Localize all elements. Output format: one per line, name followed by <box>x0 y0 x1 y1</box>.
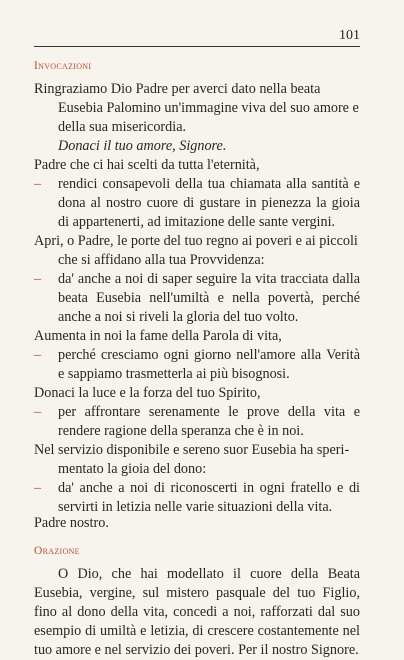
invocation-intro: Nel servizio disponibile e sereno suor Eusebia ha speri- <box>34 442 350 458</box>
invocation-response-refrain: Donaci il tuo amore, Signore. <box>58 138 227 154</box>
invocation-intro: Ringraziamo Dio Padre per averci dato nella beata <box>34 81 321 97</box>
closing-line: Padre nostro. <box>34 515 109 531</box>
invocation-5 <box>34 384 360 441</box>
invocazioni-heading: Invocazioni <box>34 60 92 72</box>
response-dash: – <box>34 176 42 192</box>
invocation-2 <box>34 156 360 232</box>
page-header <box>34 26 360 47</box>
orazione-heading: Orazione <box>34 545 80 557</box>
invocation-response: – per affrontare serenamente le prove della vita e rendere ragione della speranza che è in noi. <box>34 404 360 439</box>
prayer-text: O Dio, che hai modellato il cuore della Beata Eusebia, vergine, sul mistero pasquale del tuo Figlio, fino al dono della vita, concedi a noi, rafforzati dal suo esempio di umiltà e letizia, di crescere costantemente nel tuo amore e nel servizio dei poveri. Per il nostro Signore. <box>34 566 360 658</box>
invocation-intro: Padre che ci hai scelti da tutta l'eternità, <box>34 157 260 173</box>
invocation-response: – rendici consapevoli della tua chiamata alla santità e dona al nostro cuore di gustare in pienezza la gioia di appartenerti, ad imitazione delle sante vergini. <box>34 176 360 230</box>
invocation-response: – da' anche a noi di saper seguire la vita tracciata dalla beata Eusebia nell'umiltà e nella povertà, perché anche a noi si riveli la gloria del tuo volto. <box>34 271 360 325</box>
invocation-1 <box>34 80 360 156</box>
response-dash: – <box>34 271 42 287</box>
invocation-intro-continued: Eusebia Palomino un'immagine viva del suo amore e della sua misericordia. <box>58 100 359 135</box>
invocation-6 <box>34 441 360 517</box>
invocation-3 <box>34 232 360 327</box>
response-dash: – <box>34 347 42 363</box>
invocation-4 <box>34 327 360 384</box>
invocation-response: – da' anche a noi di riconoscerti in ogni fratello e di servirti in letizia nelle varie situazioni della vita. <box>34 480 360 515</box>
invocation-intro-continued: che si affidano alla tua Provvidenza: <box>58 252 265 268</box>
invocation-response: – perché cresciamo ogni giorno nell'amore alla Verità e sappiamo trasmetterla ai più bisognosi. <box>34 347 360 382</box>
invocation-intro: Apri, o Padre, le porte del tuo regno ai poveri e ai piccoli <box>34 233 358 249</box>
invocation-intro: Donaci la luce e la forza del tuo Spirito, <box>34 385 261 401</box>
response-dash: – <box>34 404 42 420</box>
response-dash: – <box>34 480 42 496</box>
invocation-intro-continued: mentato la gioia del dono: <box>58 461 207 477</box>
invocation-intro: Aumenta in noi la fame della Parola di vita, <box>34 328 282 344</box>
page-number: 101 <box>339 28 360 43</box>
